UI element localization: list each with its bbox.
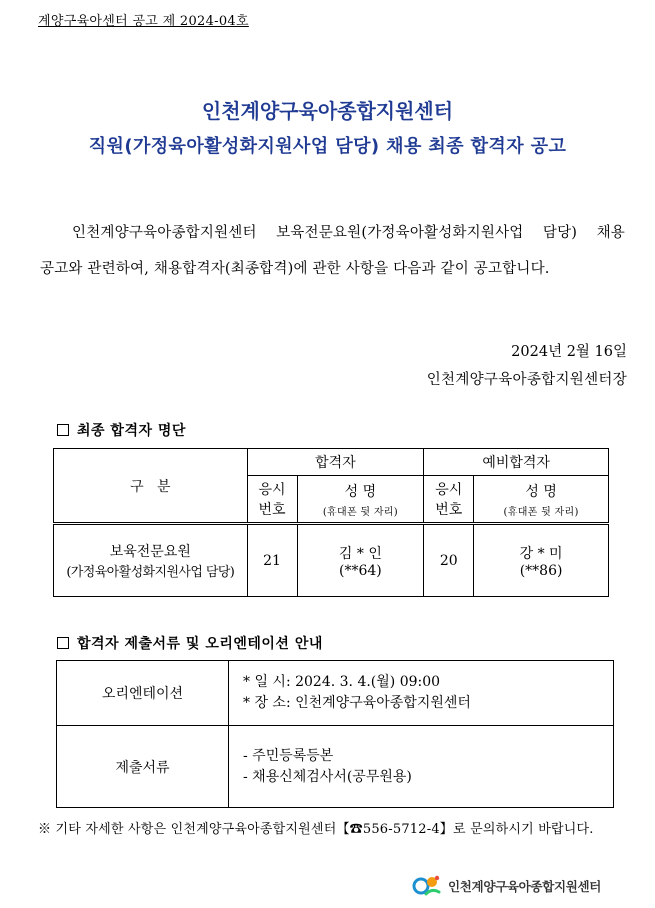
section-heading-text: 합격자 제출서류 및 오리엔테이션 안내 [77,636,323,652]
documents-table [56,660,614,808]
header-reserve: 예비합격자 [424,449,609,476]
header-name-reserve [474,476,609,524]
row-passed-no: 21 [247,524,297,597]
section-heading-documents [57,633,323,653]
section-heading-text: 최종 합격자 명단 [77,423,186,439]
announcement-date: 2024년 2월 16일 [511,344,627,360]
row-reserve-no: 20 [424,524,474,597]
header-name-label: 성 명 [344,483,377,500]
passed-phone: (**64) [339,562,382,579]
final-list-table [53,448,609,597]
section-heading-final-list [57,420,186,440]
page-title: 인천계양구육아종합지원센터 [201,99,454,123]
header-exam-no-reserve [424,476,474,524]
passed-name: 김 * 인 [338,545,382,562]
orientation-details [229,661,614,726]
title-block [0,95,655,158]
row-reserve-name [474,524,609,597]
checkbox-icon [57,424,69,436]
row-category-line1: 보육전문요원 [109,544,191,560]
center-logo-text: 인천계양구육아종합지원센터 [448,879,602,894]
header-category: 구 분 [54,449,248,524]
announcement-body: 인천계양구육아종합지원센터 보육전문요원(가정육아활성화지원사업 담당) 채용 공고와 관련하여, 채용합격자(최종합격)에 관한 사항을 다음과 같이 공고합니다. [40,225,625,277]
document-item: - 채용신체검사서(공무원용) [243,768,412,785]
reserve-phone: (**86) [519,562,563,579]
signer: 인천계양구육아종합지원센터장 [426,372,627,388]
orientation-time: * 일 시: 2024. 3. 4.(월) 09:00 [243,674,441,690]
header-name [297,476,424,524]
table-row [57,726,614,808]
table-row [57,661,614,726]
header-exam-no-line1: 응시 [435,482,463,498]
row-category [54,524,248,597]
notice-number: 계양구육아센터 공고 제 2024-04호 [38,14,249,29]
header-name-sub: (휴대폰 뒷 자리) [503,506,579,518]
orientation-label: 오리엔테이션 [57,661,229,726]
checkbox-icon [57,637,69,649]
header-name-sub: (휴대폰 뒷 자리) [322,506,398,518]
header-exam-no-line1: 응시 [258,482,286,498]
page-subtitle: 직원(가정육아활성화지원사업 담당) 채용 최종 합격자 공고 [88,136,567,157]
header-exam-no [247,476,297,524]
document-item: - 주민등록등본 [243,747,334,764]
center-logo-icon [412,874,442,898]
documents-label: 제출서류 [57,726,229,808]
row-category-line2: (가정육아활성화지원사업 담당) [66,565,235,580]
header-passed: 합격자 [247,449,424,476]
table-row [54,524,609,597]
row-passed-name [297,524,424,597]
footnote: ※ 기타 자세한 사항은 인천계양구육아종합지원센터【☎556-5712-4】로 문의하시기 바랍니다. [38,822,594,837]
center-logo [412,873,601,899]
header-exam-no-line2: 번호 [435,502,463,518]
reserve-name: 강 * 미 [519,545,563,562]
orientation-place: * 장 소: 인천계양구육아종합지원센터 [243,695,471,711]
header-exam-no-line2: 번호 [258,502,286,518]
documents-list [229,726,614,808]
header-name-label: 성 명 [525,483,557,500]
